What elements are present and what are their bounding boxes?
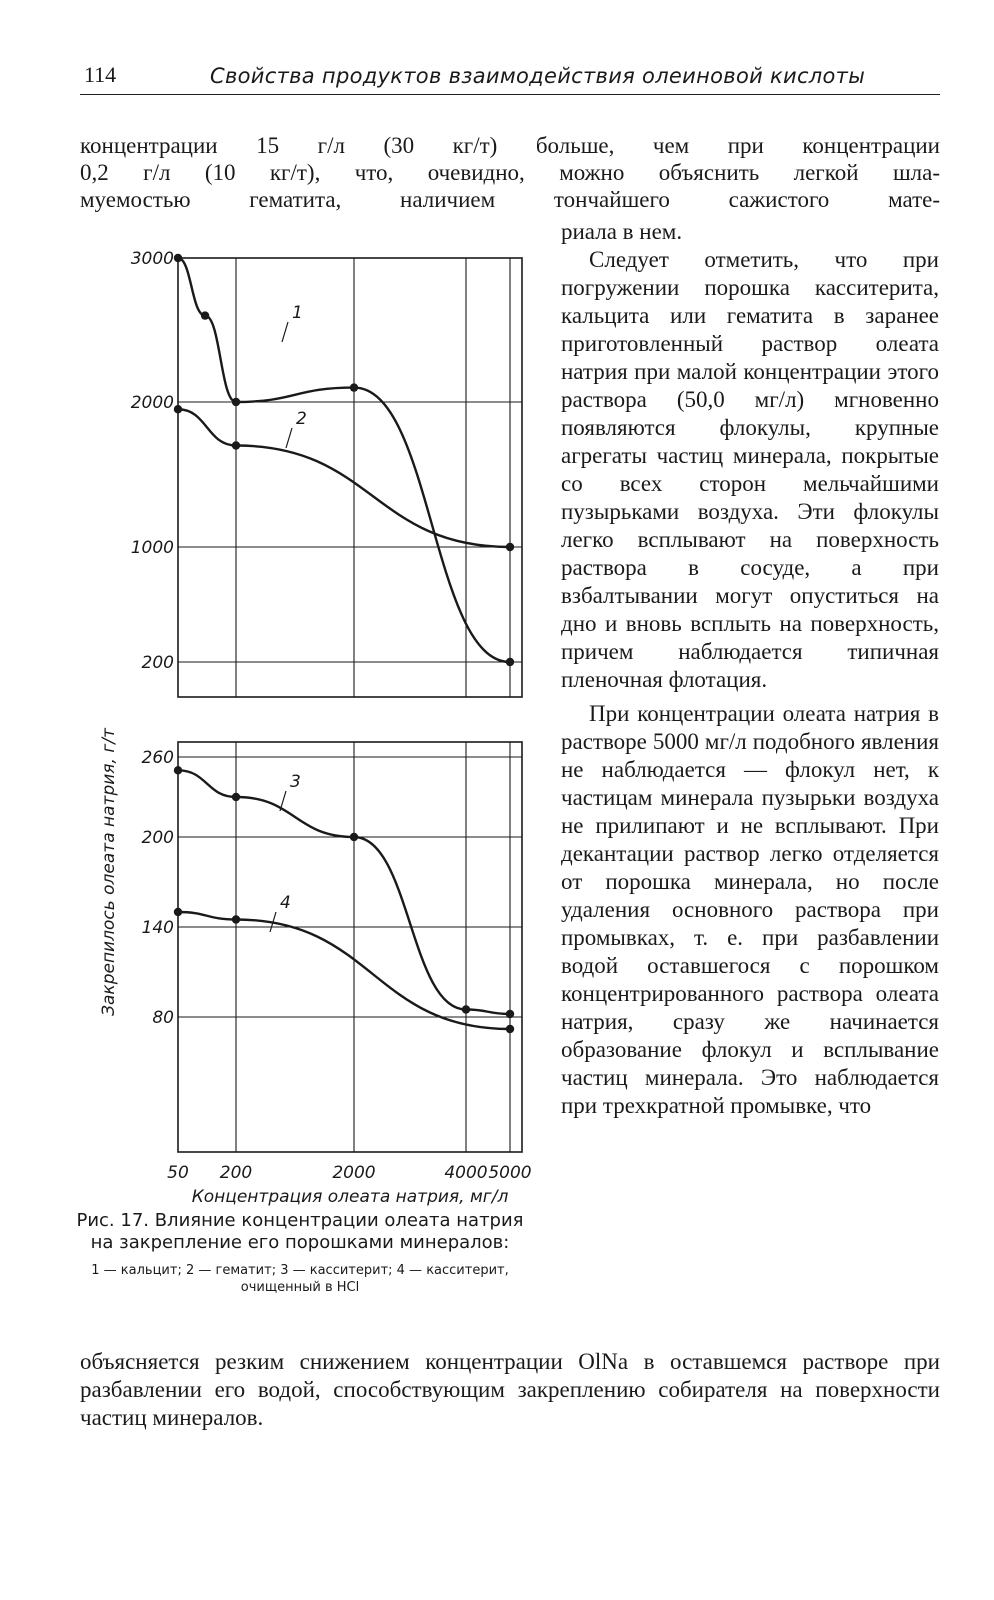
series-label-2: 2: [296, 409, 307, 429]
series-label-3: 3: [290, 772, 301, 792]
data-point-1: [350, 383, 358, 391]
panel-frame-1: [178, 742, 522, 1152]
data-point-2: [232, 441, 240, 449]
series-label-1: 1: [292, 303, 303, 323]
x-tick-label: 4000: [444, 1163, 488, 1183]
data-point-3: [174, 766, 182, 774]
page-header: [80, 62, 940, 95]
data-point-3: [232, 793, 240, 801]
text-column: [561, 218, 939, 1120]
data-point-4: [506, 1025, 514, 1033]
caption-key: 1 — кальцит; 2 — гематит; 3 — касситерит; 4 — касситерит, очищенный в HCl: [91, 1263, 509, 1295]
series-label-leader-2: [286, 428, 292, 448]
data-point-3: [506, 1010, 514, 1018]
top-line-3: муемостью гематита, наличием тончайшего сажистого мате-: [80, 187, 940, 212]
y-tick-label: 200: [141, 828, 174, 848]
x-tick-label: 50: [167, 1163, 189, 1183]
y-tick-label: 1000: [130, 538, 174, 558]
page-number: 114: [84, 62, 117, 87]
column-paragraph-2: Следует отметить, что при погружении порошка касситерита, кальцита или гематита в заранее приготовленный раствор олеата натрия при малой концентрации этого раствора (50,0 мг/л) мгновенно появляются флокулы, крупные агрегаты частиц минерала, покрытые со всех сторон мельчайшими пузырьками воздуха. Эти флокулы легко всплывают на поверхность раствора в сосуде, а при взбалтывании могут опуститься на дно и вновь всплыть на поверхность, причем наблюдается типичная пленочная флотация.: [561, 247, 939, 692]
data-point-4: [232, 915, 240, 923]
data-point-4: [174, 908, 182, 916]
y-tick-label: 260: [141, 748, 174, 768]
column-paragraph-3: При концентрации олеата натрия в растворе 5000 мг/л подобного явления не наблюдается — флокул нет, к частицам минерала пузырьки воздуха не прилипают и не всплывают. При декантации раствор легко отделяется от порошка минерала, но после удаления основного раствора при промывках, т. е. при разбавлении водой оставшегося с порошком концентрированного раствора олеата натрия, сразу же начинается образование флокул и всплывание частиц минерала. Это наблюдается при трехкратной промывке, что: [561, 701, 939, 1118]
x-axis-label: Концентрация олеата натрия, мг/л: [191, 1187, 509, 1207]
y-tick-label: 2000: [130, 393, 174, 413]
data-point-2: [506, 543, 514, 551]
x-tick-label: 5000: [488, 1163, 532, 1183]
end-paragraph: объясняется резким снижением концентрации OlNa в оставшемся растворе при разбавлении его водой, способствующим закреплению собирателя на поверхности частиц минералов.: [80, 1349, 940, 1430]
y-tick-label: 200: [141, 653, 174, 673]
series-line-1: [178, 258, 510, 662]
data-point-1: [201, 311, 209, 319]
figure-caption: [70, 1210, 530, 1296]
y-tick-label: 3000: [130, 249, 174, 269]
series-label-leader-1: [282, 322, 288, 342]
series-line-3: [178, 770, 510, 1014]
y-axis-label: Закрепилось олеата натрия, г/т: [99, 728, 119, 1016]
y-tick-label: 80: [152, 1008, 174, 1028]
data-point-1: [174, 254, 182, 262]
top-paragraph: [80, 132, 940, 213]
top-line-2: 0,2 г/л (10 кг/т), что, очевидно, можно объяснить легкой шла-: [80, 160, 940, 185]
series-line-2: [178, 409, 510, 547]
top-line-1: концентрации 15 г/л (30 кг/т) больше, чем при концентрации: [80, 133, 940, 158]
x-tick-label: 2000: [332, 1163, 376, 1183]
chart-svg: [70, 232, 550, 1207]
figure-17: [70, 232, 550, 1342]
y-tick-label: 140: [141, 918, 174, 938]
x-tick-label: 200: [219, 1163, 253, 1183]
data-point-3: [350, 833, 358, 841]
caption-title: Рис. 17. Влияние концентрации олеата натрия на закрепление его порошками минералов:: [76, 1210, 524, 1253]
series-line-4: [178, 912, 510, 1029]
series-label-4: 4: [280, 893, 291, 913]
data-point-2: [174, 405, 182, 413]
running-title: Свойства продуктов взаимодействия олеиновой кислоты: [210, 64, 866, 88]
column-continuation: риала в нем.: [561, 219, 683, 244]
data-point-3: [462, 1005, 470, 1013]
data-point-1: [506, 658, 514, 666]
data-point-1: [232, 398, 240, 406]
